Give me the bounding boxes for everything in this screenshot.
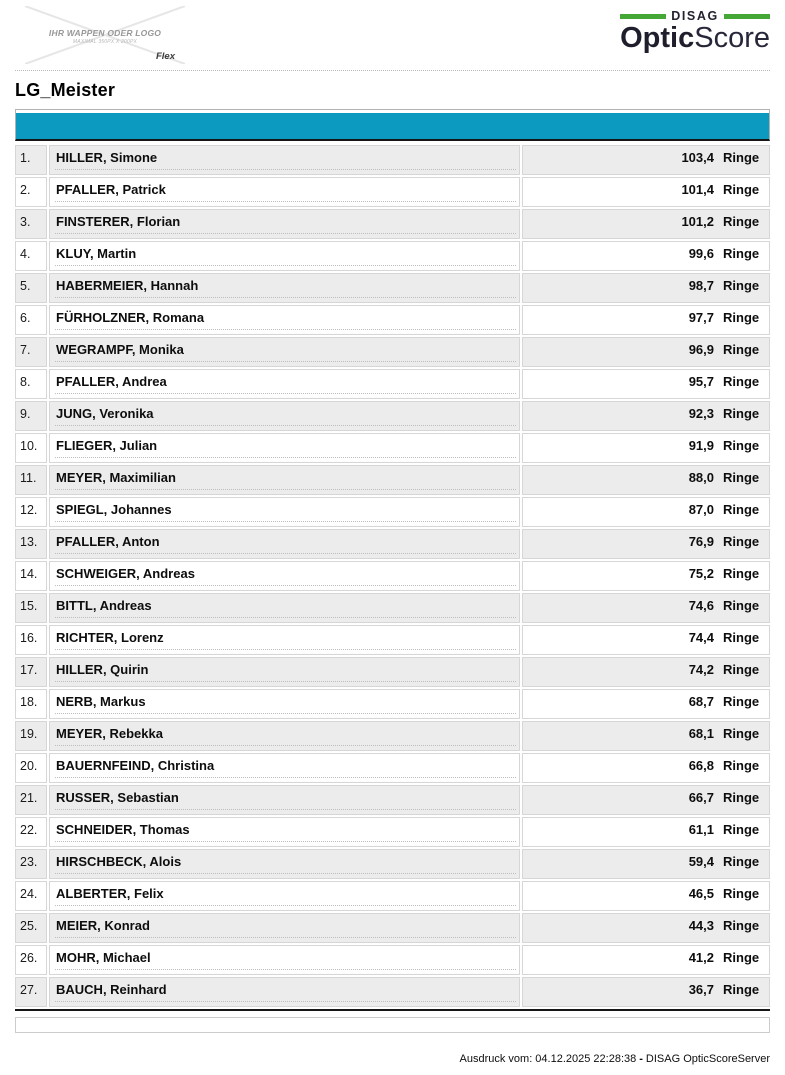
score-value: 46,5 xyxy=(688,886,714,901)
table-row xyxy=(15,465,770,495)
name-cell xyxy=(49,881,520,911)
score-cell xyxy=(522,849,770,879)
score-value: 59,4 xyxy=(688,854,714,869)
athlete-name: BAUERNFEIND, Christina xyxy=(56,758,215,773)
rank-cell: 22. xyxy=(15,817,47,847)
score-unit: Ringe xyxy=(723,918,760,933)
club-logo-placeholder xyxy=(25,6,185,64)
score-unit: Ringe xyxy=(723,854,760,869)
score-value: 61,1 xyxy=(688,822,714,837)
score-cell xyxy=(522,977,770,1007)
score-value: 68,7 xyxy=(688,694,714,709)
score-value: 74,4 xyxy=(688,630,714,645)
table-row xyxy=(15,305,770,335)
score-unit: Ringe xyxy=(723,310,760,325)
name-cell xyxy=(49,433,520,463)
score-value: 96,9 xyxy=(688,342,714,357)
score-value: 66,7 xyxy=(688,790,714,805)
print-footer xyxy=(15,1053,770,1065)
score-cell xyxy=(522,689,770,719)
table-row xyxy=(15,881,770,911)
opticscore-bold-part: Optic xyxy=(620,21,695,54)
name-cell xyxy=(49,209,520,239)
score-cell xyxy=(522,273,770,303)
score-value: 74,2 xyxy=(688,662,714,677)
score-unit: Ringe xyxy=(723,790,760,805)
table-row xyxy=(15,433,770,463)
athlete-name: FLIEGER, Julian xyxy=(56,438,158,453)
table-row xyxy=(15,977,770,1007)
footer-source: DISAG OpticScoreServer xyxy=(645,1053,770,1065)
table-row xyxy=(15,497,770,527)
opticscore-wordmark xyxy=(620,23,770,53)
rank-cell: 7. xyxy=(15,337,47,367)
score-cell xyxy=(522,657,770,687)
name-cell xyxy=(49,561,520,591)
table-row xyxy=(15,209,770,239)
footer-separator: - xyxy=(639,1053,643,1065)
rank-cell: 18. xyxy=(15,689,47,719)
athlete-name: SPIEGL, Johannes xyxy=(56,502,172,517)
opticscore-light-part: Score xyxy=(694,21,770,54)
athlete-name: SCHWEIGER, Andreas xyxy=(56,566,195,581)
table-row xyxy=(15,593,770,623)
score-cell xyxy=(522,721,770,751)
table-row xyxy=(15,561,770,591)
athlete-name: PFALLER, Patrick xyxy=(56,182,166,197)
disag-wordmark: DISAG xyxy=(671,9,719,23)
athlete-name: BAUCH, Reinhard xyxy=(56,982,167,997)
score-value: 95,7 xyxy=(688,374,714,389)
placeholder-subtitle: MAXIMAL 350PX X 200PX xyxy=(72,39,138,45)
name-cell xyxy=(49,913,520,943)
rank-cell: 25. xyxy=(15,913,47,943)
name-cell xyxy=(49,369,520,399)
score-cell xyxy=(522,177,770,207)
score-unit: Ringe xyxy=(723,502,760,517)
score-unit: Ringe xyxy=(723,342,760,357)
score-value: 68,1 xyxy=(688,726,714,741)
score-cell xyxy=(522,209,770,239)
logo-green-bar-right xyxy=(724,14,770,19)
score-value: 41,2 xyxy=(688,950,714,965)
athlete-name: PFALLER, Andrea xyxy=(56,374,167,389)
table-row xyxy=(15,145,770,175)
score-value: 101,4 xyxy=(681,182,714,197)
name-cell xyxy=(49,849,520,879)
athlete-name: SCHNEIDER, Thomas xyxy=(56,822,190,837)
rank-cell: 20. xyxy=(15,753,47,783)
header-separator xyxy=(15,70,770,71)
score-cell xyxy=(522,529,770,559)
score-unit: Ringe xyxy=(723,758,760,773)
table-row xyxy=(15,529,770,559)
score-unit: Ringe xyxy=(723,694,760,709)
table-row xyxy=(15,625,770,655)
score-cell xyxy=(522,497,770,527)
athlete-name: NERB, Markus xyxy=(56,694,146,709)
score-value: 98,7 xyxy=(688,278,714,293)
score-cell xyxy=(522,785,770,815)
score-value: 101,2 xyxy=(681,214,714,229)
score-value: 99,6 xyxy=(688,246,714,261)
athlete-name: MOHR, Michael xyxy=(56,950,151,965)
rank-cell: 8. xyxy=(15,369,47,399)
score-unit: Ringe xyxy=(723,822,760,837)
name-cell xyxy=(49,529,520,559)
score-unit: Ringe xyxy=(723,726,760,741)
score-unit: Ringe xyxy=(723,438,760,453)
athlete-name: BITTL, Andreas xyxy=(56,598,152,613)
table-row xyxy=(15,337,770,367)
score-unit: Ringe xyxy=(723,470,760,485)
athlete-name: MEYER, Rebekka xyxy=(56,726,163,741)
score-unit: Ringe xyxy=(723,182,760,197)
table-row xyxy=(15,177,770,207)
athlete-name: WEGRAMPF, Monika xyxy=(56,342,184,357)
athlete-name: FINSTERER, Florian xyxy=(56,214,181,229)
rank-cell: 1. xyxy=(15,145,47,175)
rank-cell: 15. xyxy=(15,593,47,623)
logo-green-bar-left xyxy=(620,14,666,19)
rank-cell: 21. xyxy=(15,785,47,815)
name-cell xyxy=(49,241,520,271)
athlete-name: HILLER, Simone xyxy=(56,150,158,165)
rank-cell: 19. xyxy=(15,721,47,751)
table-row xyxy=(15,369,770,399)
table-row xyxy=(15,401,770,431)
score-value: 76,9 xyxy=(688,534,714,549)
score-unit: Ringe xyxy=(723,662,760,677)
athlete-name: RUSSER, Sebastian xyxy=(56,790,179,805)
rank-cell: 13. xyxy=(15,529,47,559)
athlete-name: HIRSCHBECK, Alois xyxy=(56,854,182,869)
rank-cell: 17. xyxy=(15,657,47,687)
athlete-name: KLUY, Martin xyxy=(56,246,137,261)
rank-cell: 2. xyxy=(15,177,47,207)
table-row xyxy=(15,913,770,943)
table-row xyxy=(15,945,770,975)
name-cell xyxy=(49,273,520,303)
rank-cell: 12. xyxy=(15,497,47,527)
rank-cell: 9. xyxy=(15,401,47,431)
table-row xyxy=(15,817,770,847)
score-cell xyxy=(522,369,770,399)
score-value: 74,6 xyxy=(688,598,714,613)
score-cell xyxy=(522,433,770,463)
athlete-name: MEYER, Maximilian xyxy=(56,470,176,485)
score-cell xyxy=(522,817,770,847)
name-cell xyxy=(49,337,520,367)
name-cell xyxy=(49,593,520,623)
score-value: 75,2 xyxy=(688,566,714,581)
score-cell xyxy=(522,465,770,495)
athlete-name: HABERMEIER, Hannah xyxy=(56,278,199,293)
rank-cell: 5. xyxy=(15,273,47,303)
name-cell xyxy=(49,401,520,431)
score-cell xyxy=(522,593,770,623)
score-cell xyxy=(522,561,770,591)
score-unit: Ringe xyxy=(723,982,760,997)
results-header-bar xyxy=(16,113,769,139)
name-cell xyxy=(49,465,520,495)
athlete-name: ALBERTER, Felix xyxy=(56,886,164,901)
score-cell xyxy=(522,881,770,911)
name-cell xyxy=(49,497,520,527)
score-cell xyxy=(522,305,770,335)
rank-cell: 24. xyxy=(15,881,47,911)
name-cell xyxy=(49,145,520,175)
rank-cell: 10. xyxy=(15,433,47,463)
table-bottom-line xyxy=(15,1009,770,1011)
name-cell xyxy=(49,657,520,687)
table-row xyxy=(15,689,770,719)
name-cell xyxy=(49,817,520,847)
score-unit: Ringe xyxy=(723,246,760,261)
footer-printed-at: Ausdruck vom: 04.12.2025 22:28:38 xyxy=(459,1053,637,1065)
score-cell xyxy=(522,945,770,975)
table-row xyxy=(15,241,770,271)
table-row xyxy=(15,849,770,879)
score-value: 36,7 xyxy=(688,982,714,997)
score-value: 44,3 xyxy=(688,918,714,933)
results-header-band xyxy=(15,109,770,141)
rank-cell: 3. xyxy=(15,209,47,239)
rank-cell: 27. xyxy=(15,977,47,1007)
score-cell xyxy=(522,145,770,175)
placeholder-flex-label: Flex xyxy=(155,51,175,62)
name-cell xyxy=(49,785,520,815)
name-cell xyxy=(49,753,520,783)
athlete-name: HILLER, Quirin xyxy=(56,662,149,677)
disag-opticscore-logo xyxy=(620,10,770,53)
name-cell xyxy=(49,625,520,655)
table-row xyxy=(15,785,770,815)
score-cell xyxy=(522,753,770,783)
table-row xyxy=(15,721,770,751)
rank-cell: 4. xyxy=(15,241,47,271)
table-row xyxy=(15,273,770,303)
score-unit: Ringe xyxy=(723,598,760,613)
placeholder-title: IHR WAPPEN ODER LOGO xyxy=(48,28,162,38)
table-row xyxy=(15,657,770,687)
name-cell xyxy=(49,305,520,335)
score-value: 91,9 xyxy=(688,438,714,453)
score-cell xyxy=(522,913,770,943)
score-value: 66,8 xyxy=(688,758,714,773)
score-value: 87,0 xyxy=(688,502,714,517)
score-unit: Ringe xyxy=(723,630,760,645)
rank-cell: 11. xyxy=(15,465,47,495)
score-unit: Ringe xyxy=(723,950,760,965)
score-value: 92,3 xyxy=(688,406,714,421)
rank-cell: 26. xyxy=(15,945,47,975)
rank-cell: 16. xyxy=(15,625,47,655)
score-unit: Ringe xyxy=(723,150,760,165)
table-footer-box xyxy=(15,1017,770,1033)
score-unit: Ringe xyxy=(723,374,760,389)
athlete-name: PFALLER, Anton xyxy=(56,534,160,549)
rank-cell: 6. xyxy=(15,305,47,335)
name-cell xyxy=(49,689,520,719)
rank-cell: 14. xyxy=(15,561,47,591)
score-unit: Ringe xyxy=(723,886,760,901)
name-cell xyxy=(49,977,520,1007)
athlete-name: JUNG, Veronika xyxy=(56,406,154,421)
score-cell xyxy=(522,337,770,367)
score-unit: Ringe xyxy=(723,214,760,229)
name-cell xyxy=(49,721,520,751)
score-unit: Ringe xyxy=(723,406,760,421)
name-cell xyxy=(49,177,520,207)
name-cell xyxy=(49,945,520,975)
athlete-name: MEIER, Konrad xyxy=(56,918,150,933)
score-cell xyxy=(522,625,770,655)
score-unit: Ringe xyxy=(723,534,760,549)
score-cell xyxy=(522,241,770,271)
score-unit: Ringe xyxy=(723,566,760,581)
score-value: 97,7 xyxy=(688,310,714,325)
table-row xyxy=(15,753,770,783)
page-title: LG_Meister xyxy=(15,80,116,100)
score-unit: Ringe xyxy=(723,278,760,293)
report-header xyxy=(15,0,770,70)
score-value: 88,0 xyxy=(688,470,714,485)
athlete-name: RICHTER, Lorenz xyxy=(56,630,164,645)
results-rows xyxy=(15,145,770,1007)
athlete-name: FÜRHOLZNER, Romana xyxy=(56,310,205,325)
score-value: 103,4 xyxy=(681,150,714,165)
rank-cell: 23. xyxy=(15,849,47,879)
score-cell xyxy=(522,401,770,431)
